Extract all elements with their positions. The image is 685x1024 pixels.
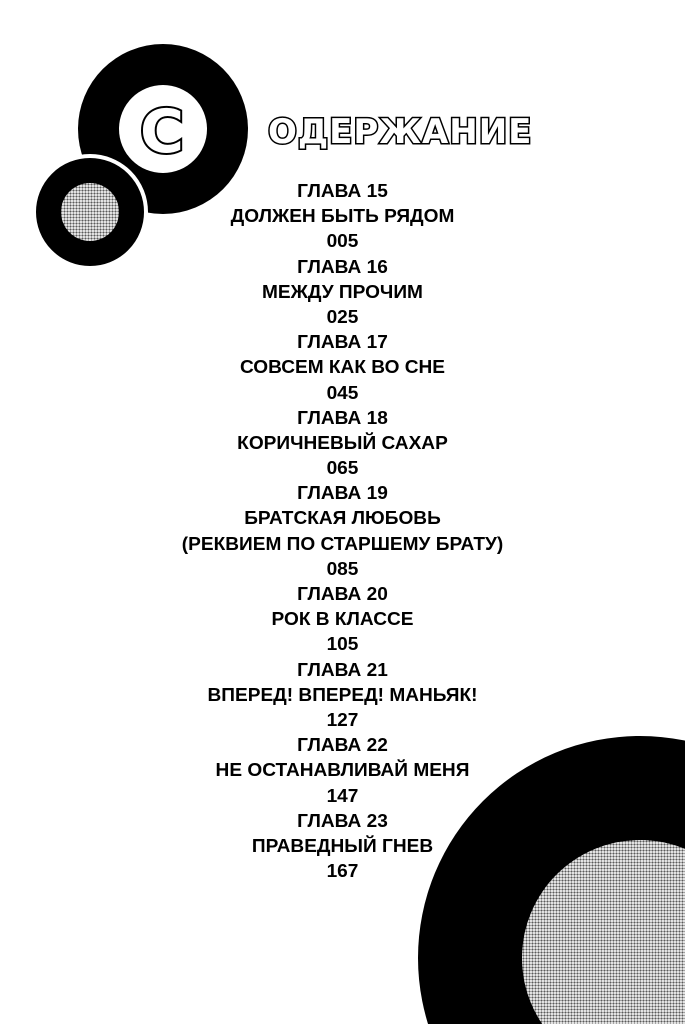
page-number: 005: [326, 231, 359, 252]
page-number: 127: [326, 709, 359, 730]
chapter-number: ГЛАВА 22: [297, 735, 388, 756]
page-number: 085: [326, 558, 359, 579]
chapter-title: ПРАВЕДНЫЙ ГНЕВ: [251, 835, 434, 856]
page-number: 167: [326, 861, 359, 882]
title-initial-letter: С: [139, 97, 185, 167]
chapter-title: СОВСЕМ КАК ВО СНЕ: [239, 357, 446, 378]
chapter-number: ГЛАВА 18: [297, 407, 388, 428]
page-number: 065: [326, 458, 359, 479]
chapter-title: РОК В КЛАССЕ: [271, 609, 414, 630]
page-title: ОДЕРЖАНИЕ: [268, 112, 533, 152]
page-number: 105: [326, 634, 359, 655]
chapter-number: ГЛАВА 16: [297, 256, 388, 277]
chapter-number: ГЛАВА 17: [297, 332, 388, 353]
chapter-title: НЕ ОСТАНАВЛИВАЙ МЕНЯ: [215, 760, 470, 781]
chapter-title: ДОЛЖЕН БЫТЬ РЯДОМ: [230, 206, 455, 227]
chapter-number: ГЛАВА 19: [297, 483, 388, 504]
chapter-number: ГЛАВА 20: [297, 584, 388, 604]
chapter-number: ГЛАВА 23: [297, 810, 388, 831]
chapter-title: (РЕКВИЕМ ПО СТАРШЕМУ БРАТУ): [181, 533, 504, 554]
chapter-title: ВПЕРЕД! ВПЕРЕД! МАНЬЯК!: [207, 684, 478, 705]
chapter-number: ГЛАВА 21: [297, 659, 388, 680]
chapter-title: БРАТСКАЯ ЛЮБОВЬ: [244, 508, 441, 529]
chapter-title: МЕЖДУ ПРОЧИМ: [262, 281, 423, 302]
page-number: 147: [326, 785, 359, 806]
table-of-contents: [0, 179, 685, 884]
chapter-title: КОРИЧНЕВЫЙ САХАР: [237, 432, 448, 453]
chapter-number: ГЛАВА 15: [297, 181, 388, 201]
page-number: 025: [326, 306, 359, 327]
page-number: 045: [326, 382, 359, 403]
